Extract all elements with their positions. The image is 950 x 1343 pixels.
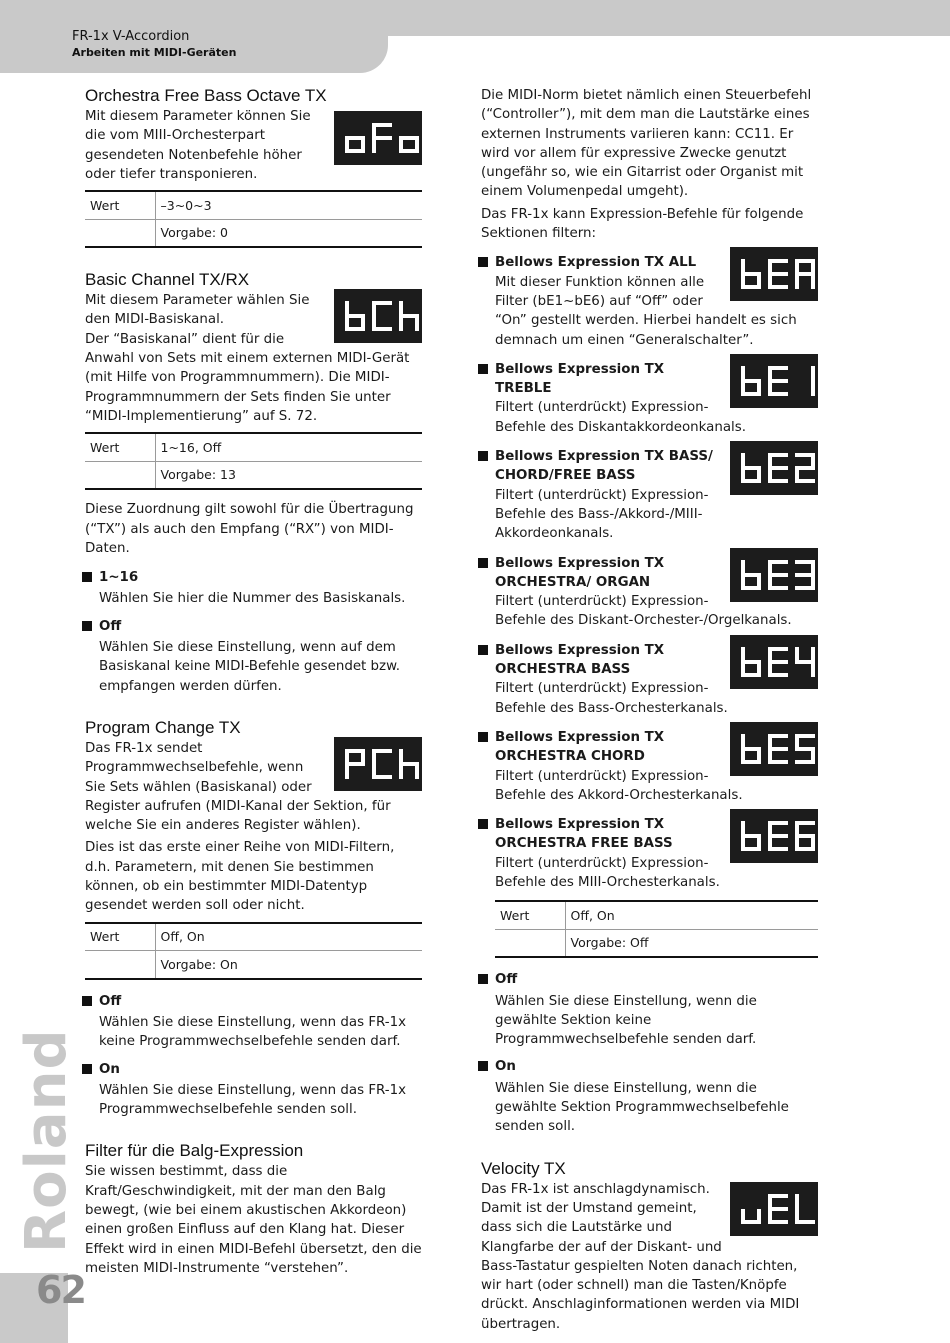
bellows-title: Bellows Expression TX ORCHESTRA CHORD [495,729,665,765]
lcd-digit [741,1209,761,1224]
bellows-description: Filtert (unterdrückt) Expression-Befehle des Akkord-Orchesterkanals. [495,768,743,803]
table-default: Vorgabe: Off [565,929,818,957]
table-key: Wert [85,923,155,951]
bellows-title: Bellows Expression TX BASS/ CHORD/FREE BASS [495,449,713,484]
option-title: Off [481,970,818,989]
bellows-item [481,815,818,892]
lcd-digits [334,111,422,165]
lcd-digit [399,301,419,331]
lcd-display [334,737,422,791]
chapter-title: Arbeiten mit MIDI-Geräten [72,46,237,59]
lcd-display [730,1182,818,1236]
section-heading: Program Change TX [85,717,241,737]
lcd-digit [741,734,761,764]
option-title: Off [85,617,422,636]
table-default: Vorgabe: On [155,951,422,979]
bellows-description: Filtert (unterdrückt) Expression-Befehle des MIII-Orchesterkanals. [495,855,720,890]
lcd-digit [811,366,815,396]
paragraph: Sie wissen bestimmt, dass die Kraft/Geschwindigkeit, mit der man den Balg bewegt, (wie bei einem akustischen Akkordeon) einen großen Einfluss auf den Klang hat. Dieser Effekt wird in einen MIDI-Befehl übersetzt, den die meisten MIDI-Instrumente “verstehen”. [85,1164,422,1276]
brand-logo: Roland [14,1028,79,1253]
lcd-digit [795,560,815,590]
lcd-digit [795,821,815,851]
lcd-digit [768,821,788,851]
lcd-digit [768,259,788,289]
lcd-digit [768,453,788,483]
header-bar [388,0,950,36]
lcd-digits [730,809,818,863]
lcd-display [730,354,818,408]
section-program-change [85,718,422,1119]
lcd-digits [730,247,818,301]
right-column [481,86,818,1337]
lcd-digit [741,821,761,851]
bellows-description: Filtert (unterdrückt) Expression-Befehle des Bass-Orchesterkanals. [495,681,728,716]
option-title: Off [85,992,422,1011]
bellows-item [481,447,818,543]
paragraph: Der “Basiskanal” dient für die Anwahl von Sets mit einem externen MIDI-Gerät (mit Hilfe von Programmnummern). Die MIDI-Programmnummern der Sets finden Sie unter “MIDI-Implementierung” auf S. 72. [85,331,410,424]
document-title: FR-1x V-Accordion [72,29,190,44]
lcd-digit [768,1194,788,1224]
lcd-digit [795,647,815,677]
option-description: Wählen Sie diese Einstellung, wenn das FR-1x Programmwechselbefehle senden soll. [99,1082,407,1118]
lcd-display [730,441,818,495]
lcd-digit [741,647,761,677]
lcd-digit [795,1194,815,1224]
lcd-digits [730,548,818,602]
option-title: 1~16 [85,568,422,587]
lcd-display [334,289,422,343]
option-description: Wählen Sie diese Einstellung, wenn die gewählte Sektion Programmwechselbefehle senden soll. [495,1080,789,1135]
paragraph: Das FR-1x ist anschlagdynamisch. Damit ist der Umstand gemeint, dass sich die Lautstärke und Klangfarbe der auf der Diskant- und Bass-Tastatur gespielten Noten danach richten, wir hart (oder schnell) man die Tasten/Knöpfe drückt. Anschlaginformationen werden via MIDI übertragen. [481,1181,800,1332]
lcd-digit [795,259,815,289]
table-value: –3~0~3 [155,191,422,219]
bellows-item [481,360,818,437]
bellows-description: Mit dieser Funktion können alle Filter (bE1~bE6) auf “Off” oder “On” gestellt werden. Hierbei handelt es sich demnach um einen “Generalschalter”. [495,274,797,348]
lcd-digit [741,560,761,590]
lcd-digit [768,647,788,677]
table-key: Wert [85,191,155,219]
section-orchestra-free-bass-octave [85,86,422,248]
lcd-digit [768,366,788,396]
table-key: Wert [85,433,155,461]
lcd-digit [345,749,365,779]
bellows-item [481,641,818,718]
option-title: On [481,1057,818,1076]
parameter-table [85,922,422,980]
table-default: Vorgabe: 0 [155,219,422,247]
lcd-digit [345,136,365,153]
lcd-digit [741,453,761,483]
lcd-digit [399,136,419,153]
bellows-description: Filtert (unterdrückt) Expression-Befehle des Diskantakkordeonkanals. [495,400,747,435]
option-description: Wählen Sie diese Einstellung, wenn das FR-1x keine Programmwechselbefehle senden darf. [99,1014,407,1050]
lcd-display [730,247,818,301]
parameter-table [495,900,818,958]
option-description: Wählen Sie diese Einstellung, wenn die gewählte Sektion keine Programmwechselbefehle senden darf. [495,993,757,1048]
parameter-table [85,432,422,490]
bellows-item [481,728,818,805]
header-tab [0,0,388,73]
table-value: 1~16, Off [155,433,422,461]
lcd-display [730,722,818,776]
lcd-digit [399,749,419,779]
paragraph: Die MIDI-Norm bietet nämlich einen Steuerbefehl (“Controller”), mit dem man die Lautstärke eines externen Instruments variieren kann: CC11. Er wird vor allem für expressive Zwecke genutzt (ungefähr so, wie ein Gitarrist oder Organist mit einem Volumenpedal umgeht). [481,88,812,200]
option-description: Wählen Sie diese Einstellung, wenn auf dem Basiskanal keine MIDI-Befehle gesendet bzw. empfangen werden dürfen. [99,640,401,694]
bellows-title: Bellows Expression TX ALL [495,255,697,271]
option-title: On [85,1060,422,1079]
table-value: Off, On [565,901,818,929]
page-header [0,0,950,73]
lcd-digit [795,734,815,764]
lcd-display [730,809,818,863]
section-heading: Basic Channel TX/RX [85,270,250,290]
lcd-digits [730,722,818,776]
lcd-digit [372,749,392,779]
bellows-title: Bellows Expression TX TREBLE [495,361,665,397]
page-number: 62 [36,1268,85,1312]
paragraph: Dies ist das erste einer Reihe von MIDI-Filtern, d.h. Parametern, mit denen Sie bestimmen können, ob ein bestimmter MIDI-Datentyp gesendet werden soll oder nicht. [85,840,395,914]
lcd-digit [345,301,365,331]
paragraph: Mit diesem Parameter wählen Sie den MIDI-Basiskanal. [85,293,310,328]
lcd-display [730,548,818,602]
paragraph: Das FR-1x sendet Programmwechselbefehle, wenn Sie Sets wählen (Basiskanal) oder Register aufrufen (MIDI-Kanal der Sektion, für welche Sie ein anderes Register wählen). [85,740,391,834]
bellows-title: Bellows Expression TX ORCHESTRA BASS [495,642,665,678]
lcd-digit [372,301,392,331]
table-key: Wert [495,901,565,929]
lcd-digit [372,123,392,153]
left-column [85,86,422,1281]
paragraph: Mit diesem Parameter können Sie die vom MIII-Orchesterpart gesendeten Notenbefehle höher oder tiefer transponieren. [85,109,311,182]
lcd-digit [741,259,761,289]
bellows-item [481,253,818,349]
paragraph: Diese Zuordnung gilt sowohl für die Übertragung (“TX”) als auch den Empfang (“RX”) von MIDI-Daten. [85,502,414,556]
lcd-digits [334,289,422,343]
bellows-title: Bellows Expression TX ORCHESTRA/ ORGAN [495,555,665,590]
bellows-description: Filtert (unterdrückt) Expression-Befehle des Bass-/Akkord-/MIII-Akkordeonkanals. [495,487,709,542]
paragraph: Das FR-1x kann Expression-Befehle für folgende Sektionen filtern: [481,206,804,242]
lcd-digit [768,734,788,764]
lcd-digits [730,1182,818,1236]
bellows-description: Filtert (unterdrückt) Expression-Befehle des Diskant-Orchester-/Orgelkanals. [495,594,792,629]
lcd-display [730,635,818,689]
section-heading: Velocity TX [481,1158,566,1178]
lcd-digit [768,560,788,590]
lcd-digits [730,635,818,689]
table-value: Off, On [155,923,422,951]
section-basic-channel [85,270,422,696]
section-heading: Orchestra Free Bass Octave TX [85,86,327,105]
section-velocity [481,1159,818,1334]
lcd-display [334,111,422,165]
bellows-list [481,253,818,892]
lcd-digits [730,354,818,408]
lcd-digits [730,441,818,495]
section-bellows-filter [85,1141,422,1278]
bellows-title: Bellows Expression TX ORCHESTRA FREE BASS [495,817,673,852]
table-default: Vorgabe: 13 [155,461,422,489]
section-heading: Filter für die Balg-Expression [85,1141,304,1161]
parameter-table [85,190,422,248]
option-description: Wählen Sie hier die Nummer des Basiskanals. [99,591,406,607]
lcd-digits [334,737,422,791]
bellows-item [481,554,818,631]
lcd-digit [795,453,815,483]
lcd-digit [741,366,761,396]
